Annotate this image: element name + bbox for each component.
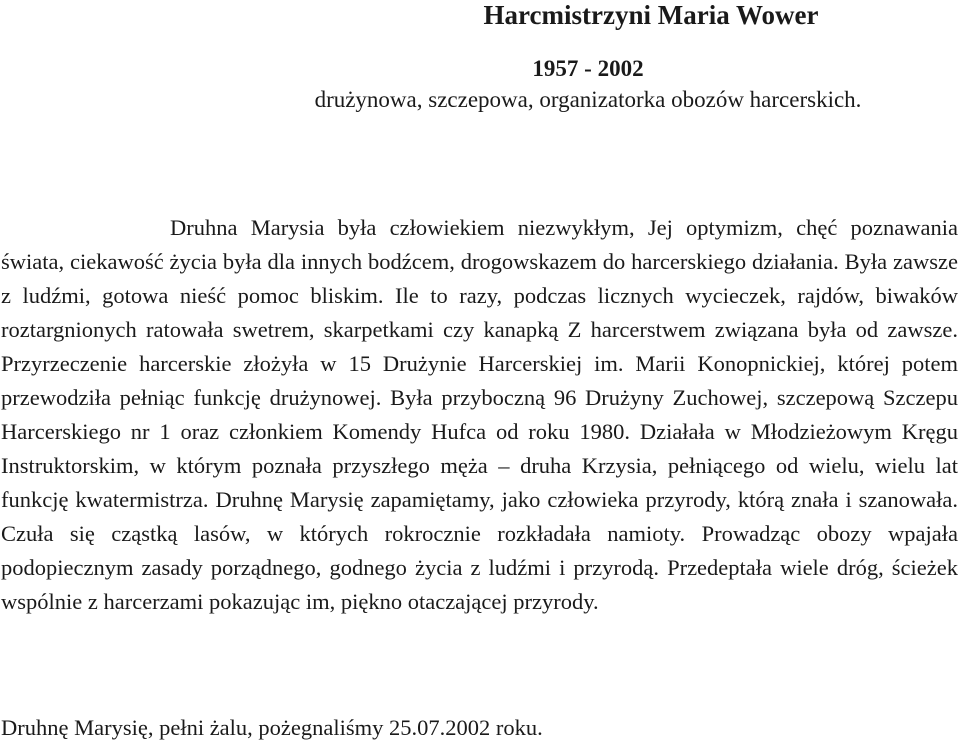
biography-paragraph: Druhna Marysia była człowiekiem niezwykłym, Jej optymizm, chęć poznawania świata, ciekawość życia była dla innych bodźcem, drogowskazem do harcerskiego działania. Była zawsze z ludźmi, gotowa nieść pomoc bliskim. Ile to razy, podczas licznych wycieczek, rajdów, biwaków roztargnionych ratowała swetrem, skarpetkami czy kanapką Z harcerstwem związana była od zawsze. Przyrzeczenie harcerskie złożyła w 15 Drużynie Harcerskiej im. Marii Konopnickiej, której potem przewodziła pełniąc funkcję drużynowej. Była przyboczną 96 Drużyny Zuchowej, szczepową Szczepu Harcerskiego nr 1 oraz członkiem Komendy Hufca od roku 1980. Działała w Młodzieżowym Kręgu Instruktorskim, w którym poznała przyszłego męża – druha Krzysia, pełniącego od wielu, wielu lat funkcję kwatermistrza. Druhnę Marysię zapamiętamy, jako człowieka przyrody, którą znała i szanowała. Czuła się cząstką lasów, w których rokrocznie rozkładała namioty. Prowadząc obozy wpajała podopiecznym zasady porządnego, godnego życia z ludźmi i przyrodą. Przedeptała wiele dróg, ścieżek wspólnie z harcerzami pokazując im, piękno otaczającej przyrody.: [1, 215, 958, 614]
closing-line: Druhnę Marysię, pełni żalu, pożegnaliśmy 25.07.2002 roku.: [1, 715, 543, 740]
role-description: drużynowa, szczepowa, organizatorka obozów harcerskich.: [314, 87, 862, 112]
page-title: Harcmistrzyni Maria Wower: [483, 0, 819, 30]
life-dates: 1957 - 2002: [532, 56, 644, 81]
